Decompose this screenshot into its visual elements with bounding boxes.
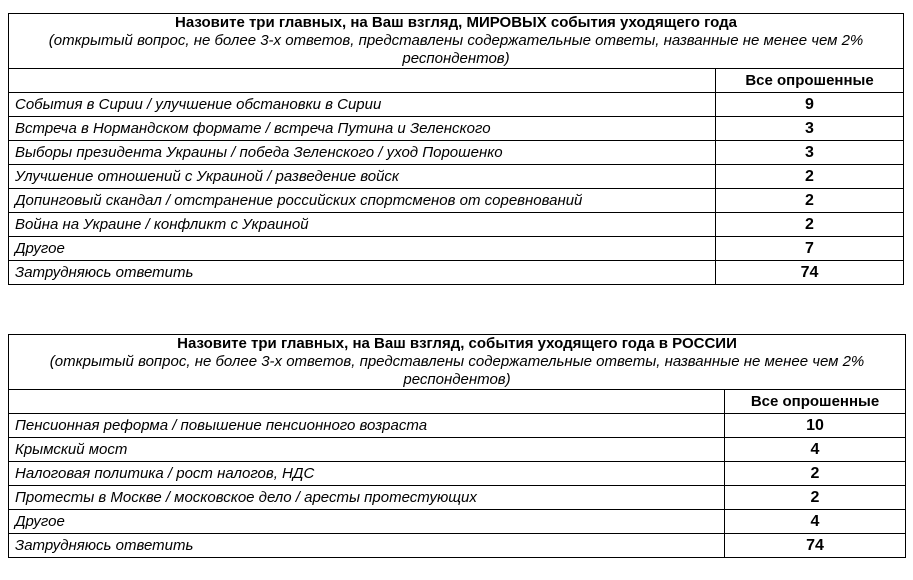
answer-cell: Улучшение отношений с Украиной / разведение войск — [9, 165, 716, 189]
table-row — [9, 237, 904, 261]
question-subtitle: (открытый вопрос, не более 3-х ответов, представлены содержательные ответы, названные не менее чем 2% респондентов) — [49, 353, 865, 388]
table-row — [9, 438, 906, 462]
answer-cell: Налоговая политика / рост налогов, НДС — [9, 462, 725, 486]
value-cell: 3 — [716, 117, 904, 141]
table-row — [9, 117, 904, 141]
value-cell: 74 — [725, 534, 906, 558]
table-row — [9, 93, 904, 117]
answer-cell: Другое — [9, 510, 725, 534]
table-row — [9, 462, 906, 486]
table-row — [9, 141, 904, 165]
value-cell: 2 — [716, 213, 904, 237]
column-header: Все опрошенные — [725, 390, 906, 414]
header-row — [9, 390, 906, 414]
world-events-table — [8, 13, 904, 285]
answer-cell: Крымский мост — [9, 438, 725, 462]
table-row — [9, 510, 906, 534]
value-cell: 2 — [716, 165, 904, 189]
table-row — [9, 414, 906, 438]
answer-cell: Война на Украине / конфликт с Украиной — [9, 213, 716, 237]
value-cell: 3 — [716, 141, 904, 165]
answer-column-header — [9, 390, 725, 414]
table-row — [9, 165, 904, 189]
answer-cell: Другое — [9, 237, 716, 261]
title-row — [9, 335, 906, 390]
header-row — [9, 69, 904, 93]
value-cell: 7 — [716, 237, 904, 261]
answer-cell: Затрудняюсь ответить — [9, 534, 725, 558]
value-cell: 10 — [725, 414, 906, 438]
column-header: Все опрошенные — [716, 69, 904, 93]
value-cell: 2 — [725, 486, 906, 510]
value-cell: 2 — [725, 462, 906, 486]
title-cell — [9, 14, 904, 69]
table-row — [9, 486, 906, 510]
question-title: Назовите три главных, на Ваш взгляд, события уходящего года в РОССИИ — [177, 335, 737, 352]
answer-cell: Затрудняюсь ответить — [9, 261, 716, 285]
question-title: Назовите три главных, на Ваш взгляд, МИРОВЫХ события уходящего года — [175, 14, 737, 31]
title-cell — [9, 335, 906, 390]
answer-cell: Допинговый скандал / отстранение российских спортсменов от соревнований — [9, 189, 716, 213]
answer-cell: События в Сирии / улучшение обстановки в Сирии — [9, 93, 716, 117]
table-row — [9, 534, 906, 558]
title-row — [9, 14, 904, 69]
value-cell: 2 — [716, 189, 904, 213]
value-cell: 4 — [725, 510, 906, 534]
answer-cell: Встреча в Нормандском формате / встреча Путина и Зеленского — [9, 117, 716, 141]
russia-events-table — [8, 334, 906, 558]
question-subtitle: (открытый вопрос, не более 3-х ответов, представлены содержательные ответы, названные не менее чем 2% респондентов) — [48, 32, 864, 67]
answer-cell: Пенсионная реформа / повышение пенсионного возраста — [9, 414, 725, 438]
value-cell: 74 — [716, 261, 904, 285]
value-cell: 4 — [725, 438, 906, 462]
table-row — [9, 213, 904, 237]
table-row — [9, 189, 904, 213]
answer-cell: Выборы президента Украины / победа Зеленского / уход Порошенко — [9, 141, 716, 165]
value-cell: 9 — [716, 93, 904, 117]
answer-column-header — [9, 69, 716, 93]
answer-cell: Протесты в Москве / московское дело / аресты протестующих — [9, 486, 725, 510]
table-row — [9, 261, 904, 285]
